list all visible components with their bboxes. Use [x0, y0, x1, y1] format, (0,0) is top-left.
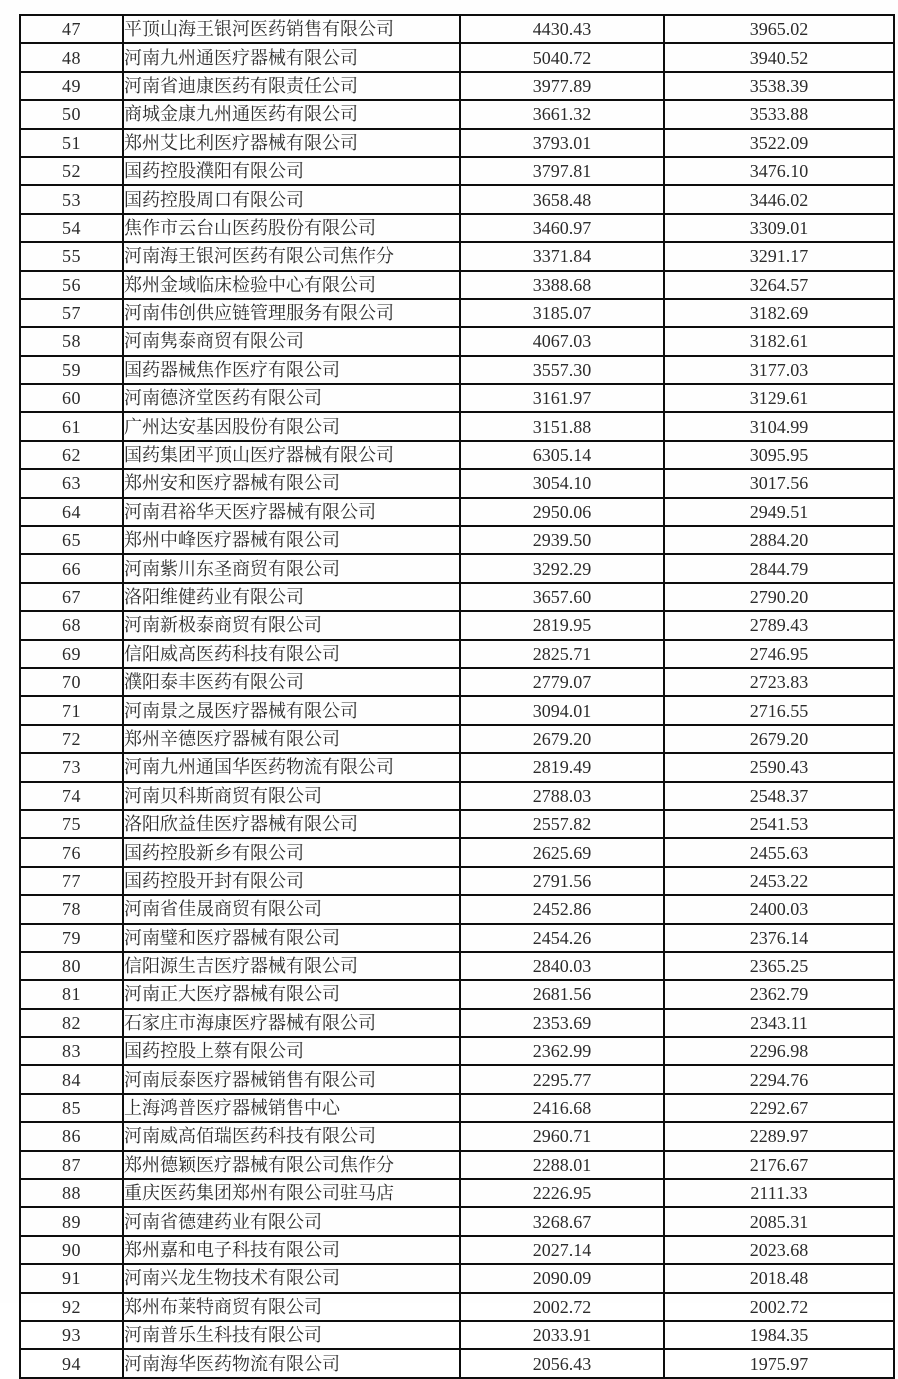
table-row [20, 952, 894, 980]
value-column-2: 2023.68 [664, 1236, 894, 1264]
table-row [20, 129, 894, 157]
table-row [20, 157, 894, 185]
value-column-2: 2289.97 [664, 1122, 894, 1150]
table-row [20, 271, 894, 299]
value-column-2: 3538.39 [664, 72, 894, 100]
table-row [20, 498, 894, 526]
row-rank: 89 [20, 1207, 123, 1235]
value-column-2: 2716.55 [664, 696, 894, 724]
company-name: 信阳源生吉医疗器械有限公司 [123, 952, 460, 980]
table-row [20, 384, 894, 412]
company-name: 国药控股濮阳有限公司 [123, 157, 460, 185]
row-rank: 75 [20, 810, 123, 838]
row-rank: 54 [20, 214, 123, 242]
company-name: 河南兴龙生物技术有限公司 [123, 1264, 460, 1292]
table-row [20, 725, 894, 753]
company-name: 河南德济堂医药有限公司 [123, 384, 460, 412]
value-column-2: 2294.76 [664, 1065, 894, 1093]
value-column-1: 2353.69 [460, 1009, 664, 1037]
table-row [20, 526, 894, 554]
company-name: 国药控股开封有限公司 [123, 867, 460, 895]
value-column-1: 3388.68 [460, 271, 664, 299]
value-column-1: 2840.03 [460, 952, 664, 980]
row-rank: 72 [20, 725, 123, 753]
row-rank: 64 [20, 498, 123, 526]
value-column-1: 3094.01 [460, 696, 664, 724]
value-column-1: 2027.14 [460, 1236, 664, 1264]
company-name: 河南省佳晟商贸有限公司 [123, 895, 460, 923]
value-column-2: 2085.31 [664, 1207, 894, 1235]
value-column-2: 2790.20 [664, 583, 894, 611]
value-column-1: 2033.91 [460, 1321, 664, 1349]
value-column-1: 2791.56 [460, 867, 664, 895]
value-column-2: 2176.67 [664, 1151, 894, 1179]
row-rank: 79 [20, 924, 123, 952]
row-rank: 92 [20, 1293, 123, 1321]
company-name: 信阳威高医药科技有限公司 [123, 640, 460, 668]
row-rank: 66 [20, 554, 123, 582]
value-column-2: 2723.83 [664, 668, 894, 696]
row-rank: 77 [20, 867, 123, 895]
table-row [20, 895, 894, 923]
value-column-1: 2226.95 [460, 1179, 664, 1207]
company-name: 郑州中峰医疗器械有限公司 [123, 526, 460, 554]
value-column-1: 3977.89 [460, 72, 664, 100]
row-rank: 85 [20, 1094, 123, 1122]
company-name: 国药集团平顶山医疗器械有限公司 [123, 441, 460, 469]
table-row [20, 1094, 894, 1122]
row-rank: 53 [20, 185, 123, 213]
company-name: 洛阳维健药业有限公司 [123, 583, 460, 611]
row-rank: 90 [20, 1236, 123, 1264]
row-rank: 93 [20, 1321, 123, 1349]
table-row [20, 299, 894, 327]
company-name: 河南伟创供应链管理服务有限公司 [123, 299, 460, 327]
table-row [20, 242, 894, 270]
value-column-2: 3104.99 [664, 412, 894, 440]
value-column-2: 2002.72 [664, 1293, 894, 1321]
value-column-2: 2884.20 [664, 526, 894, 554]
company-name: 郑州布莱特商贸有限公司 [123, 1293, 460, 1321]
row-rank: 82 [20, 1009, 123, 1037]
table-row [20, 1122, 894, 1150]
value-column-1: 2625.69 [460, 838, 664, 866]
company-name: 平顶山海王银河医药销售有限公司 [123, 15, 460, 43]
value-column-1: 3797.81 [460, 157, 664, 185]
value-column-1: 2288.01 [460, 1151, 664, 1179]
value-column-2: 1984.35 [664, 1321, 894, 1349]
value-column-1: 2960.71 [460, 1122, 664, 1150]
company-name: 石家庄市海康医疗器械有限公司 [123, 1009, 460, 1037]
row-rank: 56 [20, 271, 123, 299]
table-row [20, 810, 894, 838]
table-row [20, 1264, 894, 1292]
table-row [20, 1037, 894, 1065]
company-name: 郑州德颖医疗器械有限公司焦作分 [123, 1151, 460, 1179]
row-rank: 74 [20, 782, 123, 810]
value-column-2: 2292.67 [664, 1094, 894, 1122]
company-name: 河南隽泰商贸有限公司 [123, 327, 460, 355]
company-name: 河南海华医药物流有限公司 [123, 1349, 460, 1377]
value-column-1: 2788.03 [460, 782, 664, 810]
value-column-1: 3371.84 [460, 242, 664, 270]
value-column-1: 3151.88 [460, 412, 664, 440]
row-rank: 55 [20, 242, 123, 270]
value-column-1: 2819.95 [460, 611, 664, 639]
company-name: 国药控股周口有限公司 [123, 185, 460, 213]
table-row [20, 838, 894, 866]
table-row [20, 1236, 894, 1264]
table-row [20, 185, 894, 213]
company-name: 郑州金域临床检验中心有限公司 [123, 271, 460, 299]
table-body [20, 15, 894, 1378]
company-name: 郑州艾比利医疗器械有限公司 [123, 129, 460, 157]
value-column-2: 3965.02 [664, 15, 894, 43]
value-column-2: 3446.02 [664, 185, 894, 213]
table-row [20, 1207, 894, 1235]
row-rank: 62 [20, 441, 123, 469]
company-name: 商城金康九州通医药有限公司 [123, 100, 460, 128]
value-column-2: 3291.17 [664, 242, 894, 270]
company-name: 河南璧和医疗器械有限公司 [123, 924, 460, 952]
company-name: 河南省迪康医药有限责任公司 [123, 72, 460, 100]
value-column-2: 2548.37 [664, 782, 894, 810]
value-column-2: 2590.43 [664, 753, 894, 781]
value-column-2: 2400.03 [664, 895, 894, 923]
value-column-2: 2949.51 [664, 498, 894, 526]
value-column-2: 3129.61 [664, 384, 894, 412]
row-rank: 73 [20, 753, 123, 781]
value-column-1: 3292.29 [460, 554, 664, 582]
value-column-2: 2455.63 [664, 838, 894, 866]
row-rank: 67 [20, 583, 123, 611]
value-column-1: 2362.99 [460, 1037, 664, 1065]
table-row [20, 1349, 894, 1377]
value-column-1: 2002.72 [460, 1293, 664, 1321]
company-name: 国药控股上蔡有限公司 [123, 1037, 460, 1065]
company-name: 国药器械焦作医疗有限公司 [123, 356, 460, 384]
company-name: 郑州安和医疗器械有限公司 [123, 469, 460, 497]
company-name: 郑州辛德医疗器械有限公司 [123, 725, 460, 753]
value-column-1: 3661.32 [460, 100, 664, 128]
company-name: 广州达安基因股份有限公司 [123, 412, 460, 440]
value-column-2: 3522.09 [664, 129, 894, 157]
company-name: 洛阳欣益佳医疗器械有限公司 [123, 810, 460, 838]
row-rank: 50 [20, 100, 123, 128]
table-row [20, 867, 894, 895]
row-rank: 63 [20, 469, 123, 497]
value-column-1: 2819.49 [460, 753, 664, 781]
value-column-1: 2557.82 [460, 810, 664, 838]
table-row [20, 1009, 894, 1037]
row-rank: 83 [20, 1037, 123, 1065]
value-column-1: 2454.26 [460, 924, 664, 952]
table-row [20, 469, 894, 497]
value-column-1: 3557.30 [460, 356, 664, 384]
row-rank: 78 [20, 895, 123, 923]
row-rank: 65 [20, 526, 123, 554]
table-row [20, 100, 894, 128]
table-row [20, 1321, 894, 1349]
table-row [20, 15, 894, 43]
value-column-2: 2844.79 [664, 554, 894, 582]
table-row [20, 980, 894, 1008]
table-row [20, 924, 894, 952]
row-rank: 48 [20, 43, 123, 71]
value-column-1: 2779.07 [460, 668, 664, 696]
value-column-2: 2365.25 [664, 952, 894, 980]
value-column-1: 3054.10 [460, 469, 664, 497]
row-rank: 76 [20, 838, 123, 866]
company-name: 河南九州通国华医药物流有限公司 [123, 753, 460, 781]
value-column-1: 2416.68 [460, 1094, 664, 1122]
value-column-1: 2825.71 [460, 640, 664, 668]
row-rank: 60 [20, 384, 123, 412]
value-column-1: 2950.06 [460, 498, 664, 526]
value-column-2: 2453.22 [664, 867, 894, 895]
value-column-2: 3264.57 [664, 271, 894, 299]
company-name: 河南威高佰瑞医药科技有限公司 [123, 1122, 460, 1150]
row-rank: 81 [20, 980, 123, 1008]
row-rank: 57 [20, 299, 123, 327]
value-column-2: 3533.88 [664, 100, 894, 128]
table-row [20, 554, 894, 582]
row-rank: 88 [20, 1179, 123, 1207]
company-name: 重庆医药集团郑州有限公司驻马店 [123, 1179, 460, 1207]
row-rank: 51 [20, 129, 123, 157]
company-name: 河南九州通医疗器械有限公司 [123, 43, 460, 71]
row-rank: 61 [20, 412, 123, 440]
value-column-1: 3657.60 [460, 583, 664, 611]
table-row [20, 1293, 894, 1321]
table-row [20, 668, 894, 696]
table-row [20, 1179, 894, 1207]
value-column-1: 2295.77 [460, 1065, 664, 1093]
row-rank: 91 [20, 1264, 123, 1292]
row-rank: 71 [20, 696, 123, 724]
company-name: 河南贝科斯商贸有限公司 [123, 782, 460, 810]
value-column-2: 3476.10 [664, 157, 894, 185]
table-row [20, 640, 894, 668]
row-rank: 49 [20, 72, 123, 100]
value-column-2: 3940.52 [664, 43, 894, 71]
row-rank: 80 [20, 952, 123, 980]
value-column-2: 3017.56 [664, 469, 894, 497]
table-row [20, 1065, 894, 1093]
value-column-1: 5040.72 [460, 43, 664, 71]
row-rank: 58 [20, 327, 123, 355]
value-column-1: 3268.67 [460, 1207, 664, 1235]
row-rank: 86 [20, 1122, 123, 1150]
value-column-2: 2362.79 [664, 980, 894, 1008]
table-row [20, 753, 894, 781]
value-column-2: 3095.95 [664, 441, 894, 469]
value-column-1: 2679.20 [460, 725, 664, 753]
row-rank: 84 [20, 1065, 123, 1093]
value-column-2: 2746.95 [664, 640, 894, 668]
value-column-2: 1975.97 [664, 1349, 894, 1377]
value-column-1: 4430.43 [460, 15, 664, 43]
value-column-2: 3309.01 [664, 214, 894, 242]
value-column-2: 2111.33 [664, 1179, 894, 1207]
value-column-1: 3185.07 [460, 299, 664, 327]
table-row [20, 611, 894, 639]
value-column-2: 2679.20 [664, 725, 894, 753]
table-row [20, 43, 894, 71]
company-name: 郑州嘉和电子科技有限公司 [123, 1236, 460, 1264]
value-column-1: 2452.86 [460, 895, 664, 923]
row-rank: 68 [20, 611, 123, 639]
value-column-1: 2681.56 [460, 980, 664, 1008]
value-column-2: 2376.14 [664, 924, 894, 952]
row-rank: 59 [20, 356, 123, 384]
table-row [20, 1151, 894, 1179]
value-column-1: 3161.97 [460, 384, 664, 412]
company-name: 河南新极泰商贸有限公司 [123, 611, 460, 639]
value-column-2: 2018.48 [664, 1264, 894, 1292]
value-column-2: 2296.98 [664, 1037, 894, 1065]
value-column-2: 2789.43 [664, 611, 894, 639]
value-column-2: 3182.69 [664, 299, 894, 327]
table-row [20, 583, 894, 611]
table-row [20, 327, 894, 355]
table-row [20, 696, 894, 724]
value-column-2: 2541.53 [664, 810, 894, 838]
value-column-1: 2939.50 [460, 526, 664, 554]
table-row [20, 356, 894, 384]
value-column-1: 4067.03 [460, 327, 664, 355]
value-column-1: 3460.97 [460, 214, 664, 242]
row-rank: 69 [20, 640, 123, 668]
table-row [20, 412, 894, 440]
company-name: 上海鸿普医疗器械销售中心 [123, 1094, 460, 1122]
value-column-1: 3658.48 [460, 185, 664, 213]
row-rank: 52 [20, 157, 123, 185]
company-name: 河南省德建药业有限公司 [123, 1207, 460, 1235]
company-name: 河南海王银河医药有限公司焦作分 [123, 242, 460, 270]
value-column-2: 3177.03 [664, 356, 894, 384]
row-rank: 47 [20, 15, 123, 43]
value-column-1: 2056.43 [460, 1349, 664, 1377]
value-column-1: 6305.14 [460, 441, 664, 469]
value-column-1: 2090.09 [460, 1264, 664, 1292]
row-rank: 87 [20, 1151, 123, 1179]
table-row [20, 72, 894, 100]
company-name: 河南辰泰医疗器械销售有限公司 [123, 1065, 460, 1093]
table-row [20, 214, 894, 242]
company-name: 河南紫川东圣商贸有限公司 [123, 554, 460, 582]
company-name: 濮阳泰丰医药有限公司 [123, 668, 460, 696]
value-column-2: 3182.61 [664, 327, 894, 355]
table-row [20, 441, 894, 469]
value-column-1: 3793.01 [460, 129, 664, 157]
value-column-2: 2343.11 [664, 1009, 894, 1037]
row-rank: 94 [20, 1349, 123, 1377]
company-name: 河南普乐生科技有限公司 [123, 1321, 460, 1349]
company-ranking-table [19, 14, 895, 1379]
company-name: 河南正大医疗器械有限公司 [123, 980, 460, 1008]
company-name: 河南景之晟医疗器械有限公司 [123, 696, 460, 724]
row-rank: 70 [20, 668, 123, 696]
company-name: 焦作市云台山医药股份有限公司 [123, 214, 460, 242]
table-row [20, 782, 894, 810]
company-name: 国药控股新乡有限公司 [123, 838, 460, 866]
company-name: 河南君裕华天医疗器械有限公司 [123, 498, 460, 526]
